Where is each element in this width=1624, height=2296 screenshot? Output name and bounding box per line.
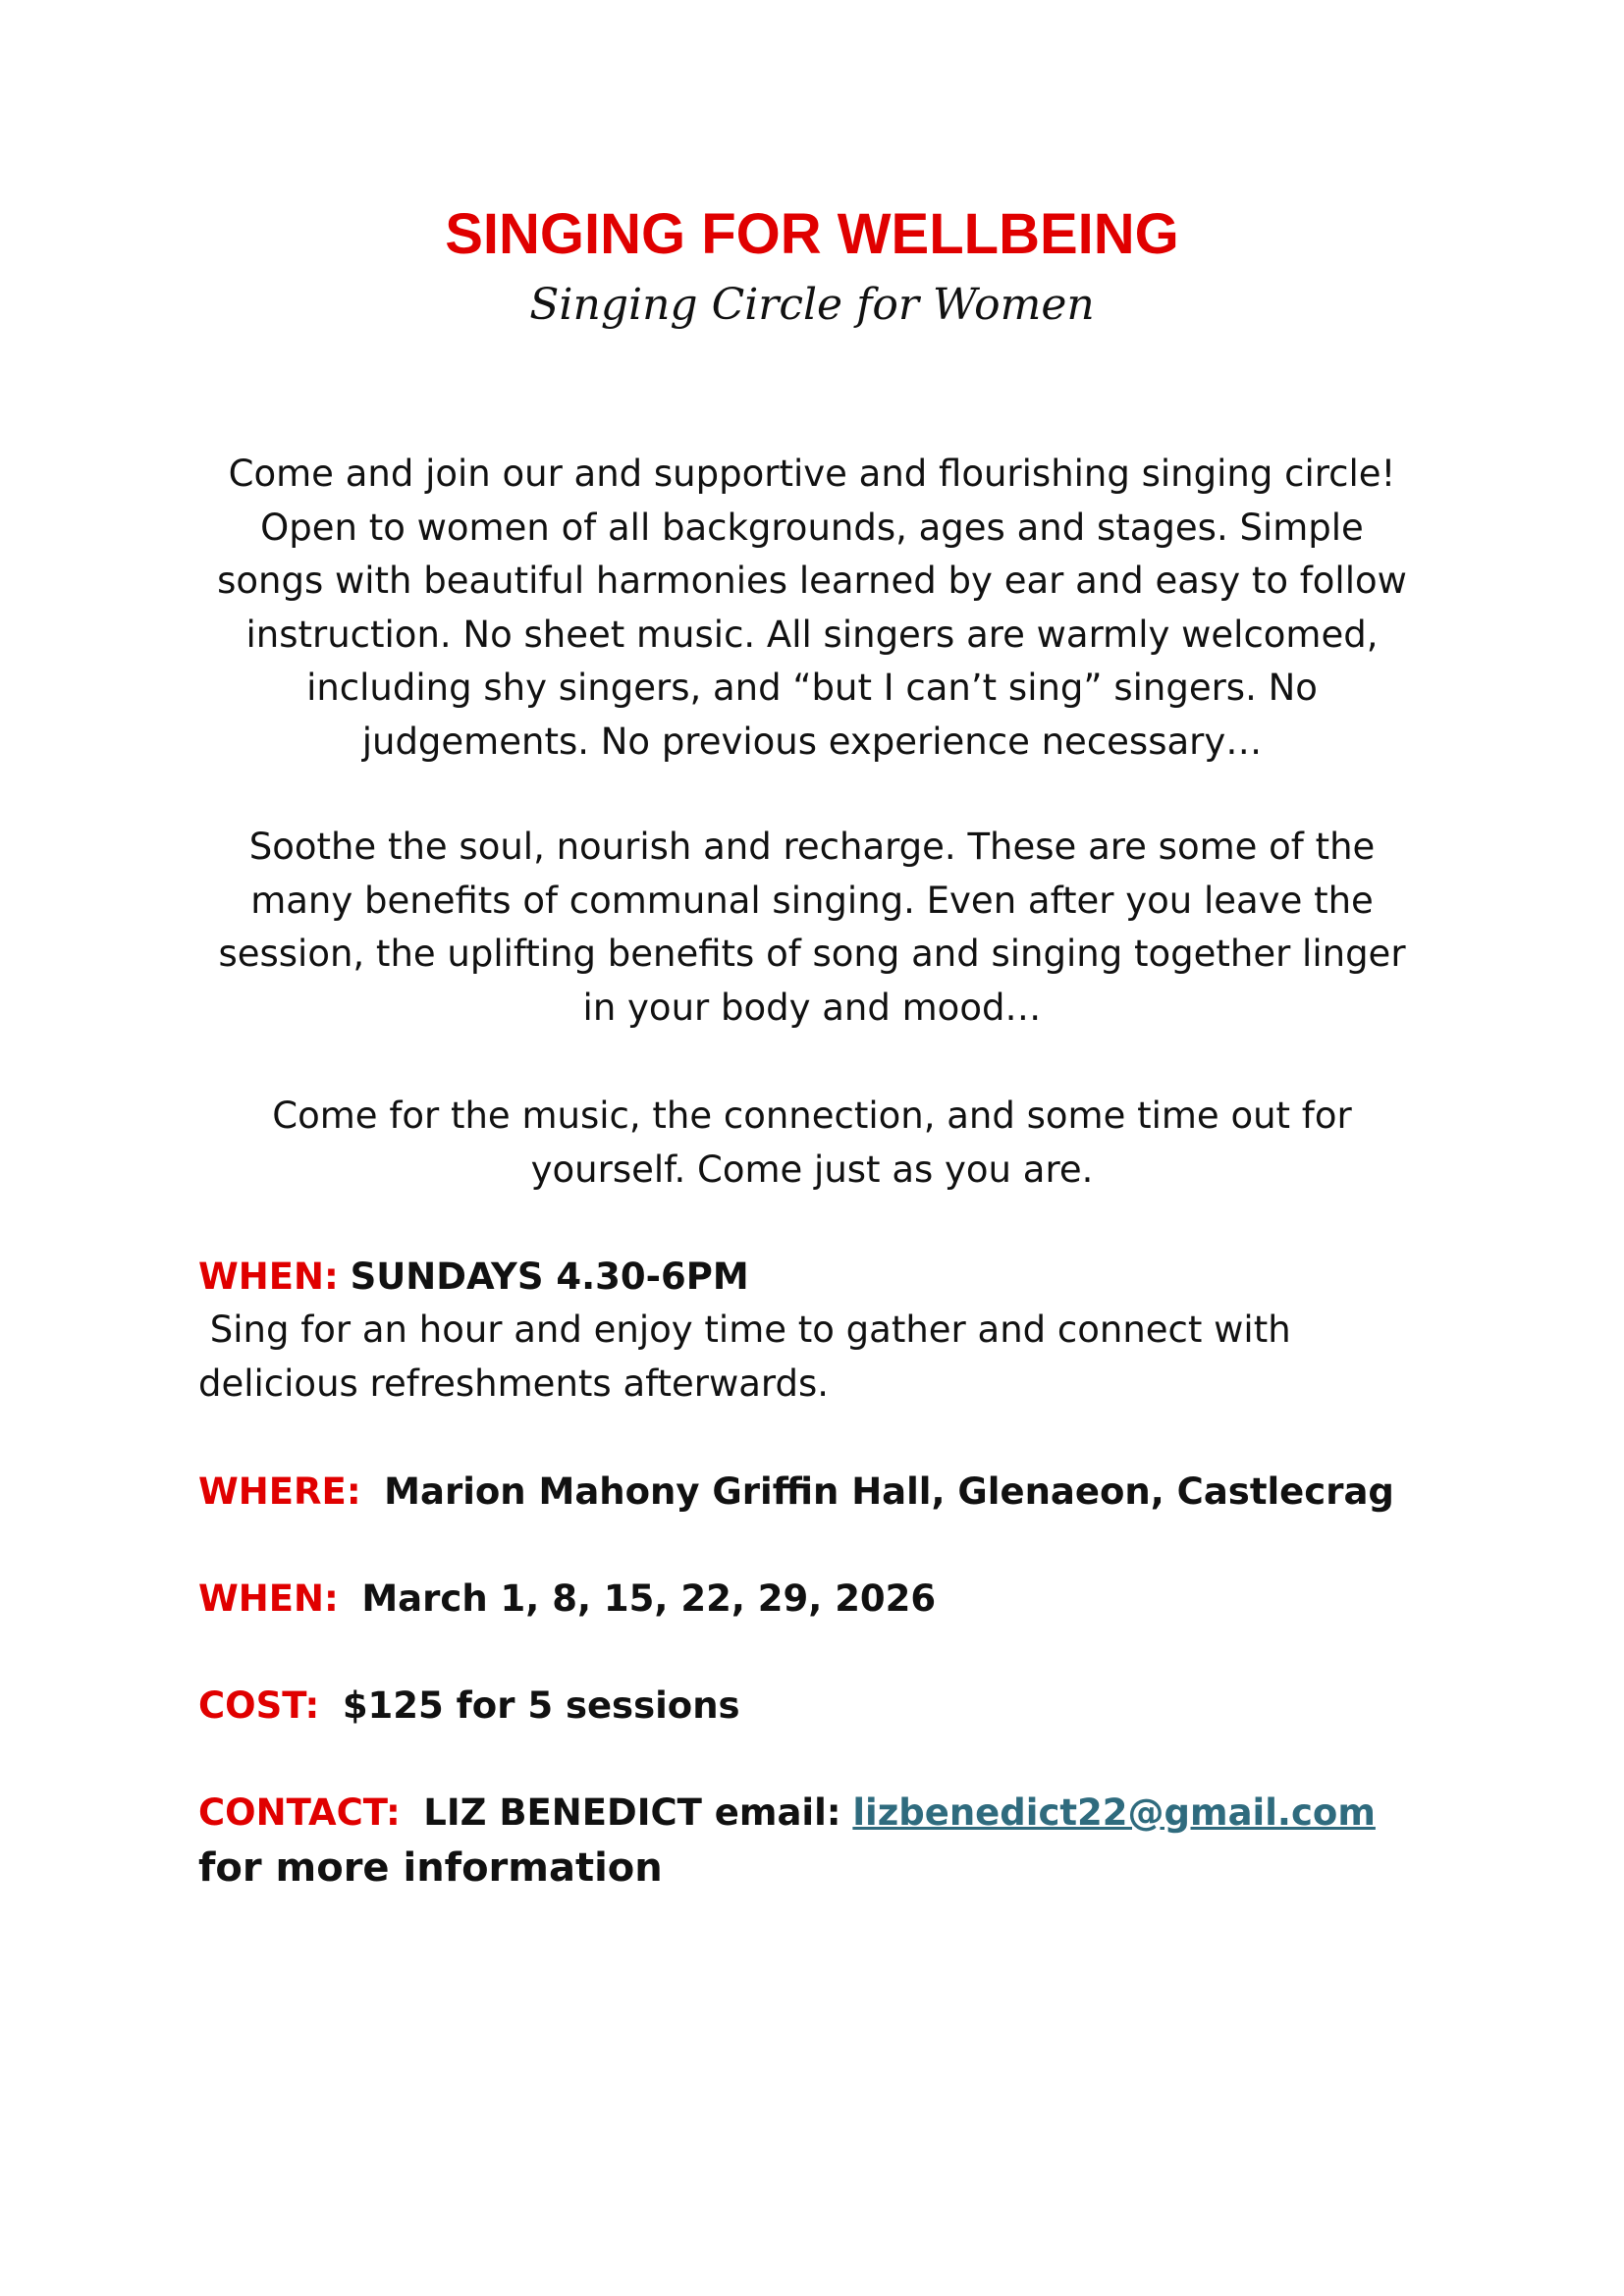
intro-line: Soothe the soul, nourish and recharge. These are some of the <box>248 826 1376 868</box>
intro-paragraph-1 <box>196 448 1428 769</box>
when-value: SUNDAYS 4.30-6PM <box>350 1255 749 1298</box>
cost-label: COST: <box>198 1684 320 1727</box>
where-label: WHERE: <box>198 1470 361 1513</box>
when-row <box>198 1251 1475 1305</box>
more-info-text: for more information <box>198 1845 663 1891</box>
intro-line: instruction. No sheet music. All singers are warmly welcomed, <box>245 613 1379 656</box>
intro-line: songs with beautiful harmonies learned by ear and easy to follow <box>217 560 1407 602</box>
contact-label: CONTACT: <box>198 1791 401 1834</box>
where-row <box>198 1466 1475 1520</box>
dates-value: March 1, 8, 15, 22, 29, 2026 <box>361 1577 937 1620</box>
when-description-line: delicious refreshments afterwards. <box>198 1362 829 1405</box>
cost-value: $125 for 5 sessions <box>342 1684 740 1727</box>
intro-line: Come and join our and supportive and flourishing singing circle! <box>228 453 1396 495</box>
intro-line: yourself. Come just as you are. <box>530 1148 1094 1191</box>
email-link[interactable]: lizbenedict22@gmail.com <box>852 1791 1376 1834</box>
dates-label: WHEN: <box>198 1577 339 1620</box>
intro-paragraph-2 <box>196 821 1428 1035</box>
intro-line: in your body and mood… <box>582 986 1042 1029</box>
intro-line: including shy singers, and “but I can’t sing” singers. No <box>306 667 1318 709</box>
cost-row <box>198 1680 1475 1734</box>
dates-row <box>198 1573 1475 1627</box>
contact-value: LIZ BENEDICT email: <box>423 1791 841 1834</box>
intro-paragraph-3 <box>196 1090 1428 1197</box>
intro-line: Come for the music, the connection, and some time out for <box>272 1095 1352 1137</box>
intro-line: many benefits of communal singing. Even after you leave the <box>250 879 1374 922</box>
where-value: Marion Mahony Griffin Hall, Glenaeon, Castlecrag <box>384 1470 1394 1513</box>
contact-row <box>198 1787 1475 1841</box>
intro-line: session, the uplifting benefits of song and singing together linger <box>218 933 1406 975</box>
when-description-line: Sing for an hour and enjoy time to gather and connect with <box>198 1308 1291 1351</box>
page-title: SINGING FOR WELLBEING <box>445 202 1179 266</box>
when-description <box>198 1304 1475 1411</box>
when-label: WHEN: <box>198 1255 339 1298</box>
intro-line: judgements. No previous experience necessary… <box>361 720 1263 763</box>
intro-line: Open to women of all backgrounds, ages and stages. Simple <box>260 506 1364 549</box>
page-subtitle: Singing Circle for Women <box>529 280 1095 330</box>
